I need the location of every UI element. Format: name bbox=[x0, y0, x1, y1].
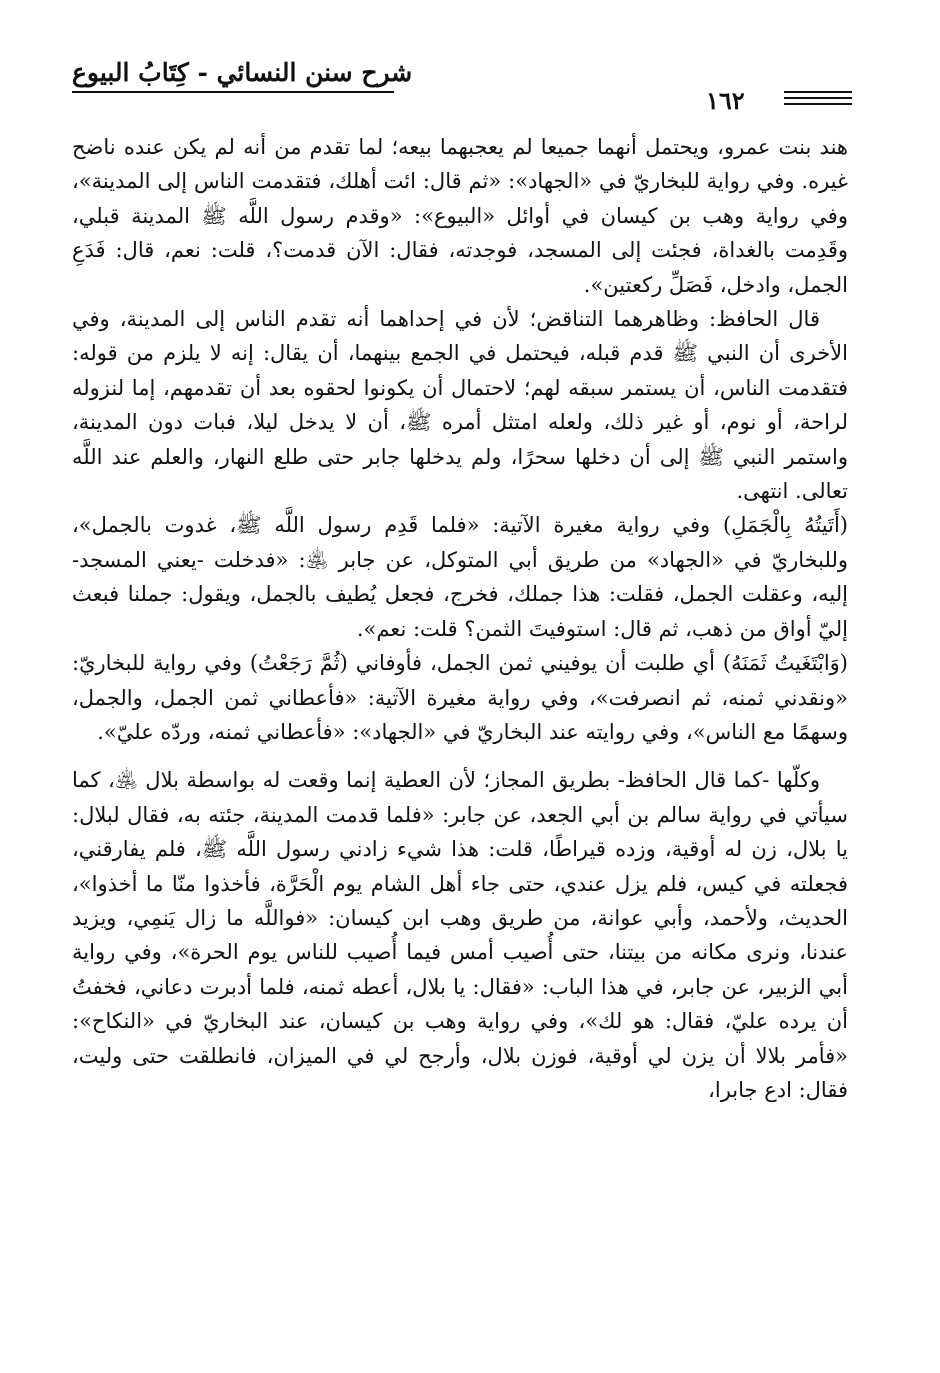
paragraph: (أَتَيتُهُ بِالْجَمَلِ) وفي رواية مغيرة الآتية: «فلما قَدِم رسول اللَّه ﷺ، غدوت بالجمل»، وللبخاريّ في «الجهاد» من طريق أبي المتوكل، عن جابر ﵁: «فدخلت -يعني المسجد- إليه، وعقلت الجمل، فقلت: هذا جملك، فخرج، فجعل يُطيف بالجمل، ويقول: جملنا فبعث إليّ أواق من ذهب، ثم قال: استوفيتَ الثمن؟ قلت: نعم». bbox=[72, 513, 848, 641]
paragraph: هند بنت عمرو، ويحتمل أنهما جميعا لم يعجبهما بيعه؛ لما تقدم من أنه لم يكن عنده ناضح غيره. وفي رواية للبخاريّ في «الجهاد»: «ثم قال: ائت أهلك، فتقدمت الناس إلى المدينة»، وفي رواية وهب بن كيسان في أوائل «البيوع»: «وقدم رسول اللَّه ﷺ المدينة قبلي، وقَدِمت بالغداة، فجئت إلى المسجد، فوجدته، فقال: الآن قدمت؟، قلت: نعم، قال: فَدَعِ الجمل، وادخل، فَصَلِّ ركعتين». bbox=[72, 135, 848, 297]
running-title: شرح سنن النسائي - كِتَابُ البيوع bbox=[72, 58, 413, 87]
page-body bbox=[72, 130, 848, 1107]
paragraph: (وَابْتَغَيتُ ثَمَنَهُ) أي طلبت أن يوفيني ثمن الجمل، فأوفاني (ثُمَّ رَجَعْتُ) وفي رواية للبخاريّ: «ونقدني ثمنه، ثم انصرفت»، وفي رواية مغيرة الآتية: «فأعطاني ثمن الجمل، والجمل، وسهمًا مع الناس»، وفي روايته عند البخاريّ في «الجهاد»: «فأعطاني ثمنه، وردّه عليّ». bbox=[72, 651, 848, 744]
header-rule-middle bbox=[784, 97, 852, 99]
page-header bbox=[72, 58, 852, 118]
header-rule-top bbox=[784, 91, 852, 93]
header-rule-bottom bbox=[784, 103, 852, 105]
title-underline bbox=[72, 91, 394, 93]
page-number: ١٦٢ bbox=[706, 86, 745, 115]
paragraph: قال الحافظ: وظاهرهما التناقض؛ لأن في إحداهما أنه تقدم الناس إلى المدينة، وفي الأخرى أن النبي ﷺ قدم قبله، فيحتمل في الجمع بينهما، أن يقال: إنه لا يلزم من قوله: فتقدمت الناس، أن يستمر سبقه لهم؛ لاحتمال أن يكونوا لحقوه بعد أن تقدمهم، إما لنزوله لراحة، أو نوم، أو غير ذلك، ولعله امتثل أمره ﷺ، أن لا يدخل ليلا، فبات دون المدينة، واستمر النبي ﷺ إلى أن دخلها سحرًا، ولم يدخلها جابر حتى طلع النهار، والعلم عند اللَّه تعالى. انتهى. bbox=[72, 307, 848, 504]
paragraph: وكلّها -كما قال الحافظ- بطريق المجاز؛ لأن العطية إنما وقعت له بواسطة بلال ﵁، كما سيأتي في رواية سالم بن أبي الجعد، عن جابر: «فلما قدمت المدينة، جئته به، فقال لبلال: يا بلال، زن له أوقية، وزده قيراطًا، قلت: هذا شيء زادني رسول اللَّه ﷺ، فلم يفارقني، فجعلته في كيس، فلم يزل عندي، حتى جاء أهل الشام يوم الْحَرَّة، فأخذوا منّا ما أخذوا»، الحديث، ولأحمد، وأبي عوانة، من طريق وهب ابن كيسان: «فواللَّه ما زال يَنمِي، ويزيد عندنا، ونرى مكانه من بيتنا، حتى أُصيب أمس فيما أُصيب للناس يوم الحرة»، وفي رواية أبي الزبير، عن جابر، في هذا الباب: «فقال: يا بلال، أعطه ثمنه، فلما أدبرت دعاني، فخفتُ أن يرده عليّ، فقال: هو لك»، وفي رواية وهب بن كيسان، عند البخاريّ في «النكاح»: «فأمر بلالا أن يزن لي أوقية، فوزن بلال، وأرجح لي في الميزان، فانطلقت حتى وليت، فقال: ادع جابرا، bbox=[72, 768, 848, 1102]
